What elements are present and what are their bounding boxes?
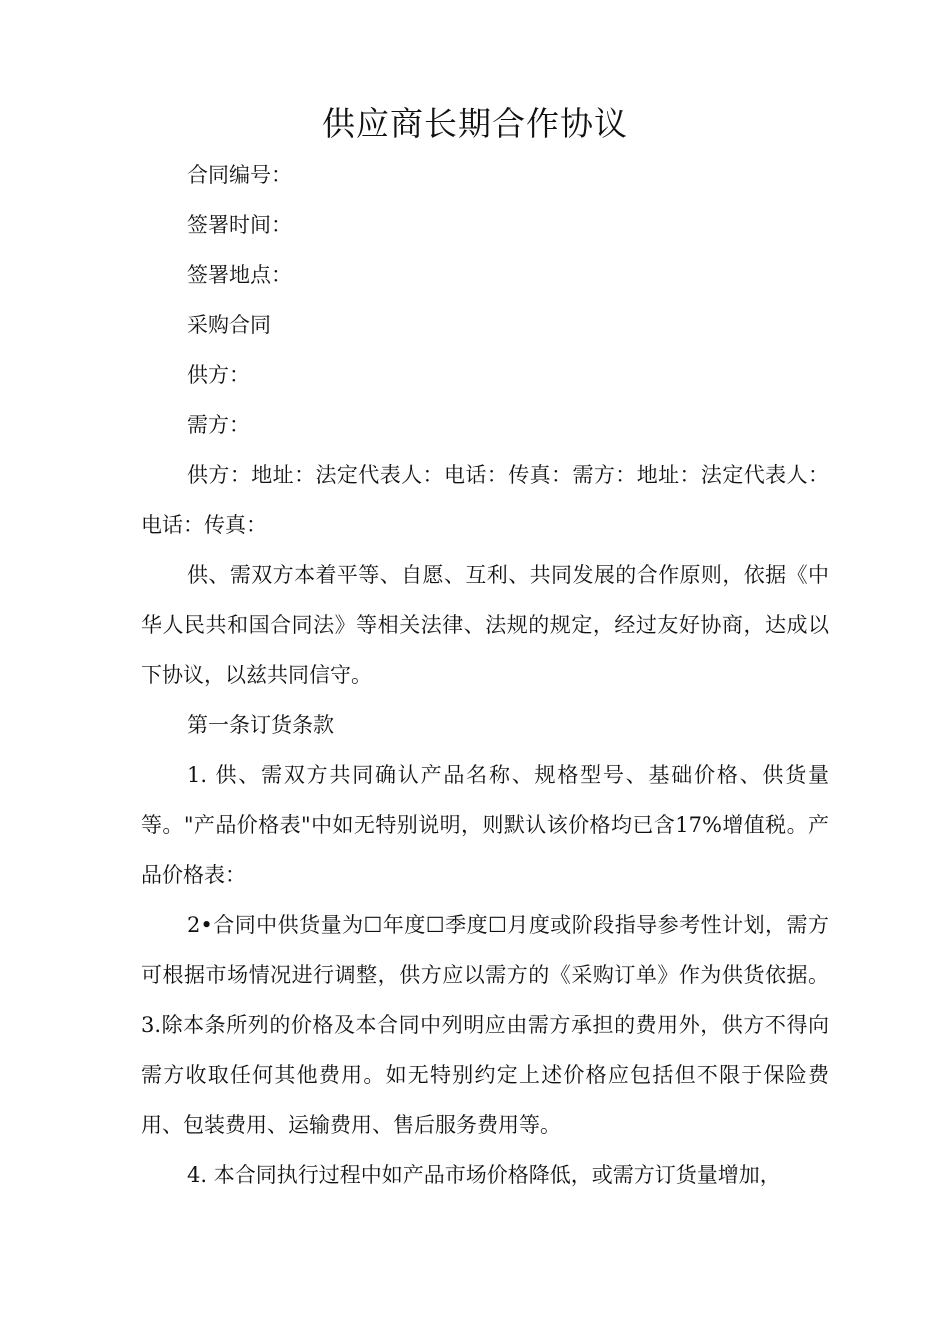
buyer-line: 需方： xyxy=(187,413,250,437)
document-body xyxy=(141,150,829,1200)
clause-1-paragraph: 1. 供、需双方共同确认产品名称、规格型号、基础价格、供货量等。"产品价格表"中如无特别说明，则默认该价格均已含17%增值税。产品价格表： xyxy=(141,763,829,887)
signing-place-line: 签署地点： xyxy=(187,263,292,287)
signing-date-line: 签署时间： xyxy=(187,213,292,237)
clause-2-3-paragraph: 2•合同中供货量为☐年度☐季度☐月度或阶段指导参考性计划，需方可根据市场情况进行调整，供方应以需方的《采购订单》作为供货依据。3.除本条所列的价格及本合同中列明应由需方承担的费用外，供方不得向需方收取任何其他费用。如无特别约定上述价格应包括但不限于保险费用、包装费用、运输费用、售后服务费用等。 xyxy=(141,913,829,1137)
section-heading-purchase-contract: 采购合同 xyxy=(187,313,271,337)
contract-number-line: 合同编号： xyxy=(187,163,292,187)
preamble-paragraph: 供、需双方本着平等、自愿、互利、共同发展的合作原则，依据《中华人民共和国合同法》等相关法律、法规的规定，经过友好协商，达成以下协议，以兹共同信守。 xyxy=(141,563,829,687)
article-one-heading: 第一条订货条款 xyxy=(187,713,334,737)
document-title: 供应商长期合作协议 xyxy=(322,104,628,143)
clause-4-paragraph: 4. 本合同执行过程中如产品市场价格降低，或需方订货量增加， xyxy=(187,1163,781,1187)
supplier-line: 供方： xyxy=(187,363,250,387)
party-details-paragraph: 供方：地址：法定代表人：电话：传真：需方：地址：法定代表人：电话：传真： xyxy=(141,463,829,537)
